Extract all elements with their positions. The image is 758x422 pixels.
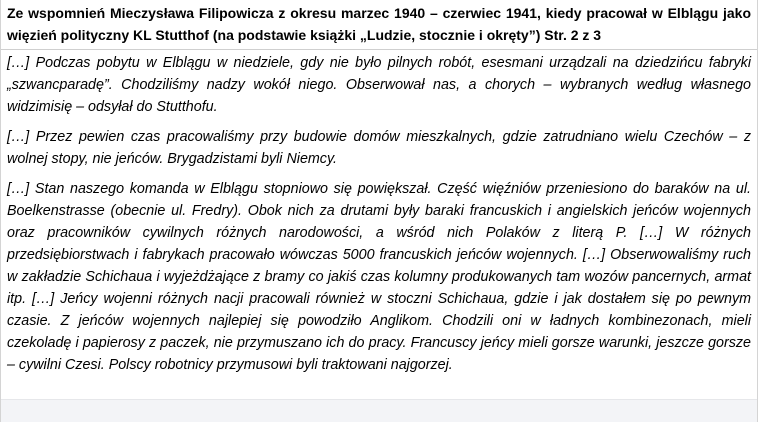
document-header: Ze wspomnień Mieczysława Filipowicza z okresu marzec 1940 – czerwiec 1941, kiedy pracował w Elblągu jako więzień polityczny KL Stutthof (na podstawie książki „Ludzie, stocznie i okręty”) Str. 2 z 3 (1, 0, 757, 50)
paragraph-3: […] Stan naszego komanda w Elblągu stopniowo się powiększał. Część więźniów przeniesiono do baraków na ul. Boelkenstrasse (obecnie ul. Fredry). Obok nich za drutami były baraki francuskich i angielskich jeńców wojennych oraz pracowników cywilnych różnych narodowości, a wśród nich Polaków z literą P. […] W różnych przedsiębiorstwach i fabrykach pracowało wówczas 5000 francuskich jeńców wojennych. […] Obserwowaliśmy ruch w zakładzie Schichaua i wyjeżdżające z bramy co jakiś czas kolumny produkowanych tam wozów pancernych, armat itp. […] Jeńcy wojenni różnych nacji pracowali również w stoczni Schichaua, gdzie i jak dostałem się po pewnym czasie. Z jeńców wojennych najlepiej się powodziło Anglikom. Chodzili oni w ładnych kombinezonach, mieli czekoladę i papierosy z paczek, nie przymuszano ich do pracy. Francuscy jeńcy mieli gorsze warunki, jeszcze gorsze – cywilni Czesi. Polscy robotnicy przymusowi byli traktowani najgorzej. (7, 181, 751, 373)
document-body (1, 50, 757, 376)
paragraph-2: […] Przez pewien czas pracowaliśmy przy budowie domów mieszkalnych, gdzie zatrudniano wielu Czechów – z wolnej stopy, nie jeńców. Brygadzistami byli Niemcy. (7, 129, 751, 167)
page-bottom-strip (1, 399, 757, 422)
paragraph-1: […] Podczas pobytu w Elblągu w niedziele, gdy nie było pilnych robót, esesmani urządzali na dziedzińcu fabryki „szwancparadę”. Chodziliśmy nadzy wokół niego. Obserwował nas, a chorych – wybranych według własnego widzimisię – odsyłał do Stutthofu. (7, 55, 751, 115)
